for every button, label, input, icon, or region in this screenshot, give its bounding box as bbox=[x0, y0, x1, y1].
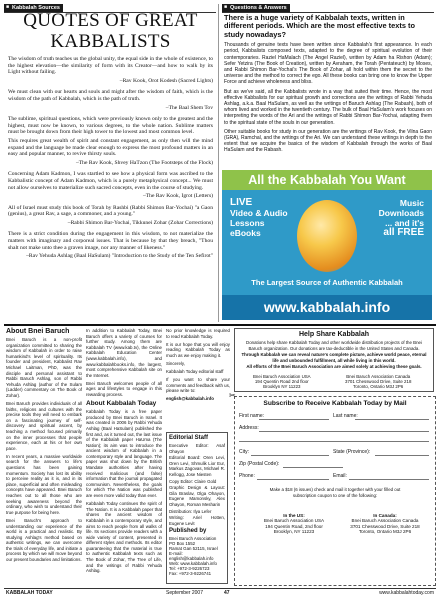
about-paragraph: Bnei Baruch is a non-profit organization committed to sharing the wisdom of Kabbalah in order to raise humankind's level of spirituality. Its founder and president, Kabbalist Rav Michael Laitman, PhD, was the disciple and personal assistant to Rabbi Baruch Ashlag, son of Rabbi Yehuda Ashlag (author of the Sulam (Ladder) commentary on The Book of Zohar). bbox=[6, 337, 82, 398]
ad-left-line: LIVE bbox=[230, 197, 253, 208]
quote-attribution: –Rav Yehuda Ashlag (Baal HaSulam) "Introduction to the Study of the Ten Sefirot" bbox=[26, 253, 213, 260]
feedback-email-link[interactable]: english@kabbalah.info bbox=[166, 396, 214, 402]
address-line: 3701 Chesswood Drive, Suite 218 bbox=[345, 379, 412, 384]
field-label: Email: bbox=[333, 473, 347, 479]
address-line: 3701 Chesswood Drive, Suite 218 bbox=[350, 523, 420, 529]
field-label: Last name: bbox=[333, 413, 358, 419]
address-line: Toronto, Ontario M3J 2P6 bbox=[358, 529, 412, 535]
subscribe-form bbox=[229, 391, 436, 586]
staff-line: Distribution: Ilya Lefer bbox=[169, 508, 212, 514]
footer-date: September 2007 bbox=[166, 590, 203, 596]
scissors-icon: ✂ bbox=[229, 391, 236, 400]
publisher-line: Tel: +972-3-9226723 bbox=[169, 566, 210, 572]
address-heading: In Canada: bbox=[373, 513, 397, 518]
publisher-line: PO Box 1552 bbox=[169, 541, 196, 547]
article-title: QUOTES OF GREAT KABBALISTS bbox=[23, 10, 198, 52]
help-title: Help Share Kabbalah bbox=[298, 331, 370, 338]
quote-block bbox=[8, 205, 213, 227]
closing-paragraph: If you want to share your comments and feedback with us, please write to: bbox=[166, 377, 230, 394]
ad-right-line: all FREE bbox=[383, 227, 424, 238]
staff-line: Copy Editor: Claire Gold bbox=[169, 478, 217, 484]
quote-text: The wisdom of truth teaches us the global unity, the equal side in the whole of existence, to the highest elevation—the similarity of form with its Creator—and how to walk by its Light without failing. bbox=[8, 56, 213, 76]
kabbalah-info-ad[interactable] bbox=[222, 170, 432, 320]
quotes-column bbox=[8, 56, 213, 265]
about-paragraph: Bnei Baruch welcomes people of all ages and lifestyles to engage in this rewarding process. bbox=[86, 380, 162, 398]
staff-line: Writing: Ariel Hotten, Eugene Levit bbox=[169, 515, 225, 526]
help-address-us bbox=[253, 374, 311, 389]
address-line: 194 Quentin Road, 2nd floor bbox=[265, 523, 323, 529]
field-label: Phone: bbox=[239, 473, 255, 479]
quote-text: The sublime, spiritual questions, which were previously known only to the greatest and the highest, must now be known, to various degrees, to the whole nation. Sublime matters must be brought down from their high tower to the lowest and most common level. bbox=[8, 116, 213, 136]
state-field[interactable] bbox=[375, 455, 429, 456]
page-footer bbox=[6, 590, 434, 599]
field-label: Address: bbox=[239, 425, 259, 431]
qa-question: There is a huge variety of Kabbalah texts, written in different periods. Which are the most effective texts to study nowadays? bbox=[224, 13, 415, 39]
ad-left-line: Video & Audio bbox=[230, 208, 288, 218]
ad-right-line: ... and it's bbox=[385, 218, 424, 228]
published-by-title: Published by bbox=[169, 528, 207, 535]
footer-rule bbox=[4, 588, 436, 589]
staff-line: Editorial Board: Oren Levi, Oren Levi, Shmulik Lior Eur, Markus Zagovas, Michael R. Kellogg, Jose Niesten bbox=[169, 455, 225, 477]
quote-block bbox=[8, 116, 213, 166]
quote-text: This requires great wealth of spirit and constant engagement, as only then will the mind expand and the language be made clear enough to express the most profound matters in an easy and popular manner, to revive thirsty souls. bbox=[8, 137, 213, 158]
about-paragraph: Bnei Baruch's approach to understanding our experience of the world is a practical and realistic. By studying Ashlag's method based on authentic writings, we can overcome the trials of everyday life, and initiate a process by which we will move beyond our present boundaries and limitations. bbox=[6, 517, 82, 563]
subscribe-address-canada bbox=[345, 513, 425, 535]
publisher-line: Fax: +972-3-9226741 bbox=[169, 571, 212, 577]
subscribe-note: Make a $18 (6 issues) check and mail it together with your filled out subscription coupon to one of the following: bbox=[269, 487, 401, 498]
closing-paragraph: Kabbalah Today editorial staff bbox=[166, 369, 224, 375]
closing-paragraph: Sincerely, bbox=[166, 360, 185, 366]
about-bnei-baruch bbox=[6, 328, 82, 565]
address-field[interactable] bbox=[259, 431, 429, 432]
about-paragraph: Bnei Baruch provides individuals of all faiths, religions and cultures with the precise tools they will need to embark on a fascinating journey of self-discovery and spiritual ascent, by teaching a method focused primarily on the inner processes that people experience, each at his or her own pace. bbox=[6, 401, 82, 451]
editorial-staff-box bbox=[166, 432, 228, 584]
quote-block bbox=[8, 56, 213, 84]
closing-paragraph: It is our hope that you will enjoy reading Kabbalah Today as much as we enjoy making it. bbox=[166, 341, 230, 358]
quote-text: All of Israel must study this book of Torah by Rashbi (Rabbi Shimon Bar-Yochai) "a Gaon (genius), a great Rav, a sage, a commoner, and a young." bbox=[8, 204, 213, 218]
quote-attribution: –Rav Kook, Orot Kodesh (Sacred Lights) bbox=[119, 77, 213, 84]
about-kt-paragraph: Kabbalah Today continues the spirit of The Nation. It is a Kabbalah paper that shares the ancient wisdom of Kabbalah in a contemporary style, and aims to reach people from all walks of life. Its sections provide readers with a wide variety of content, presented in different styles and methods. Its editor guaranteeing that the material is true to authentic Kabbalah texts such as The Book of Zohar, The Tree of Life, and the writings of Rabbi Yehuda Ashlag. bbox=[86, 501, 162, 574]
help-paragraph: Donations help share Kabbalah Today and other worldwide distribution projects of the Bnei Baruch organization. Our donations are tax-deductible in the United States and Canada. bbox=[246, 340, 422, 351]
about-kt-paragraph: Kabbalah Today is a free paper produced by Bnei Baruch in Israel. It was created in 2006 by Rabbi Yehuda Ashlag (Baal HaSulam) published the first and, as it turned out, the last issue of the Kabbalah paper HaUma (The Nation); its aim was to introduce the ancient wisdom of Kabbalah in a contemporary style and language. The paper was shut down by the British Mandate authorities after having received malicious (and false) information that the journal propagated communism. Nevertheless, the goals for which The Nation was published are even more valid today than ever. bbox=[86, 409, 162, 499]
staff-title: Editorial Staff bbox=[169, 435, 209, 441]
column-divider bbox=[218, 4, 219, 322]
ad-headline: All the Kabbalah You Want bbox=[222, 170, 432, 190]
address-line: Toronto, Ontario M3J 2P6 bbox=[353, 384, 404, 389]
address-line: Bnei Baruch Association Canada bbox=[351, 518, 419, 524]
publisher-block bbox=[169, 536, 225, 576]
ad-left-list bbox=[230, 198, 288, 238]
closing-paragraph: No prior knowledge is required to read Kabbalah Today. bbox=[166, 328, 230, 339]
about-paragraph: In recent years, a massive worldwide search for the answers to life's questions has been gaining momentum. Society has lost its ability to perceive reality as it is, and in its place, superficial and often misleading concepts have appeared. Bnei Baruch reaches out to all those who are seeking awareness beyond the ordinary, who wish to understand their true purpose for being here. bbox=[6, 453, 82, 515]
ad-right-list bbox=[379, 198, 424, 238]
quote-attribution: –The Baal Shem Tov bbox=[165, 104, 213, 111]
address-heading: In the US: bbox=[283, 513, 305, 518]
zip-field[interactable] bbox=[283, 467, 343, 468]
section-label: Kabbalah Sources bbox=[12, 5, 60, 11]
address-line: Bnei Baruch Association USA bbox=[263, 518, 325, 524]
email-field[interactable] bbox=[349, 479, 429, 480]
field-label: Zip (Postal Code): bbox=[239, 461, 280, 467]
publisher-line: Bnei Baruch Association bbox=[169, 536, 217, 542]
quote-text: There is a strict condition during the engagement in this wisdom, to not materialize the matters with imaginary and corporeal issues. That is because by that they breach, "Thou shalt not make unto thee a graven image, nor any manner of likeness." bbox=[8, 231, 213, 251]
closing-col bbox=[166, 328, 230, 405]
quote-text: Concerning Adam Kadmon, I was startled to see how a physical form was ascribed to the Kabbalistic concept of Adam Kadmon, which is a purely metaphysical concept... We must not allow ourselves to materialize such sacred concepts, even in the course of studying. bbox=[8, 171, 213, 191]
quote-attribution: –The Rav Kook, Shvey HaTzon (The Footsteps of the Flock) bbox=[75, 159, 213, 166]
first-name-field[interactable] bbox=[259, 419, 329, 420]
quote-attribution: –The Rav Kook, Igrot (Letters) bbox=[142, 193, 213, 200]
about-col-2 bbox=[86, 328, 162, 576]
ad-right-line: Downloads bbox=[378, 208, 424, 218]
ad-left-line: eBooks bbox=[230, 228, 261, 238]
address-field-line2[interactable] bbox=[239, 441, 429, 442]
help-paragraph: Through Kabbalah we can reveal nature's complete picture, achieve world peace, eternal life and unbounded fulfillment, all while living in this world. bbox=[241, 352, 427, 363]
subscribe-title: Subscribe to Receive Kabbalah Today by Mail bbox=[263, 400, 407, 407]
address-line: Brooklyn NY 11223 bbox=[263, 384, 301, 389]
ad-globe-illustration bbox=[297, 200, 357, 272]
about-kt-title: About Kabbalah Today bbox=[86, 400, 157, 408]
field-label: City: bbox=[239, 449, 249, 455]
ad-right-line: Music bbox=[399, 198, 424, 208]
section-tab-questions-answers bbox=[222, 4, 290, 12]
phone-field[interactable] bbox=[257, 479, 329, 480]
qa-article bbox=[224, 14, 432, 157]
address-line: 194 Quentin Road 2nd floor bbox=[254, 379, 309, 384]
help-paragraph: All efforts of the Bnei Baruch Association are aimed solely at achieving these goals. bbox=[246, 364, 422, 370]
quote-block bbox=[8, 231, 213, 259]
field-label: First name: bbox=[239, 413, 265, 419]
section-label: Questions & Answers bbox=[230, 5, 287, 11]
field-label: State (Province): bbox=[333, 449, 371, 455]
ad-left-line: Lessons bbox=[230, 218, 265, 228]
quote-attribution: –Rabbi Shimon Bar-Yochai, Tikkunei Zohar (Zohar Corrections) bbox=[67, 219, 213, 226]
publisher-web[interactable]: Web: www.kabbalah.info bbox=[169, 561, 217, 567]
quote-text: We must clean with our hearts and souls and might after the wisdom of faith, which is the wisdom of the path of Kabbalah, which is the path of truth. bbox=[8, 89, 213, 102]
help-address-canada bbox=[345, 374, 411, 389]
subscribe-address-us bbox=[259, 513, 329, 535]
publisher-line: Ramat Gan 52115, Israel bbox=[169, 546, 218, 552]
help-share-box bbox=[234, 328, 434, 392]
ad-url-link[interactable]: www.kabbalah.info bbox=[222, 295, 432, 320]
quote-block bbox=[8, 89, 213, 111]
staff-line: Graphic Design & Layout: Gila Braslav, Olga Ohayon, Eugene Mamonsky, Alex Ohayon, Roman Mesharin bbox=[169, 485, 225, 507]
qa-paragraph: Thousands of genuine texts have been written since Kabbalah's first appearance. In each period, Kabbalists composed texts, adapted to the degree of spiritual evolution of their contemporaries. Raziel HaMalach (The Angel Raziel), written by Adam ha Rishon (Adam); Sefer Yetzira (The Book of Creation), written by Avraham, the Torah (Pentateuch) by Moses, and Rabbi Shimon Bar-Yochai's The Book of Zohar, all hold within them the secret to the universe and the method to correct the ego. All these books can bring one to know the Upper Force and achieve wholeness and bliss. bbox=[224, 42, 432, 86]
staff-line: Executive Editor: Asaf Ohayon bbox=[169, 443, 225, 454]
footer-website[interactable]: www.kabbalahtoday.com bbox=[379, 590, 434, 596]
address-line: Bnei Baruch Association USA bbox=[253, 374, 311, 379]
footer-publication: KABBALAH TODAY bbox=[6, 590, 53, 596]
about-title: About Bnei Baruch bbox=[6, 328, 70, 335]
quote-block bbox=[8, 171, 213, 199]
footer-page-number: 47 bbox=[224, 590, 230, 596]
address-line: Bnei Baruch Association Canada bbox=[346, 374, 411, 379]
address-line: Brooklyn, NY 11223 bbox=[273, 529, 315, 535]
ad-tagline: The Largest Source of Authentic Kabbalah bbox=[251, 278, 403, 287]
publisher-email[interactable]: E-mail: english@kabbalah.info bbox=[169, 551, 214, 562]
about-paragraph: In addition to Kabbalah Today, Bnei Baruch offers a variety of courses for further study. Among them are Kabbalah TV (www.kab.tv), the Online Kabbalah Education Center (www.kabbalah.info), and www.kabbalahbooks.info, the largest, most comprehensive Kabbalah site on the Internet. bbox=[86, 328, 162, 378]
last-name-field[interactable] bbox=[355, 419, 429, 420]
qa-paragraph: Other suitable books for study in our generation are the writings of Rav Kook, the Vilna Gaon (GRA), Ramchal, and the writings of the Ari. We can understand these writings in depth to the extent that we acquire the basics of the wisdom of Kabbalah through the works of Baal HaSulam and the Rabash. bbox=[224, 128, 432, 154]
city-field[interactable] bbox=[251, 455, 329, 456]
qa-paragraph: But as we've said, all the Kabbalists wrote in a way that suited their time. Hence, the most effective Kabbalists for our spiritual growth and corrections are the writings of Rabbi Yehuda Ashlag, a.k.a. Baal HaSulam, as well as the writings of Baruch Ashlag (The Rabash), both of whom lived and worked in the twentieth century. The bulk of Baal HaSulam's work focuses on interpreting the words of the Ari and the writings of Rabbi Shimon Bar-Yochai, adapting them to the spiritual state of the souls in our generation. bbox=[224, 88, 432, 126]
mid-rule bbox=[4, 324, 436, 326]
